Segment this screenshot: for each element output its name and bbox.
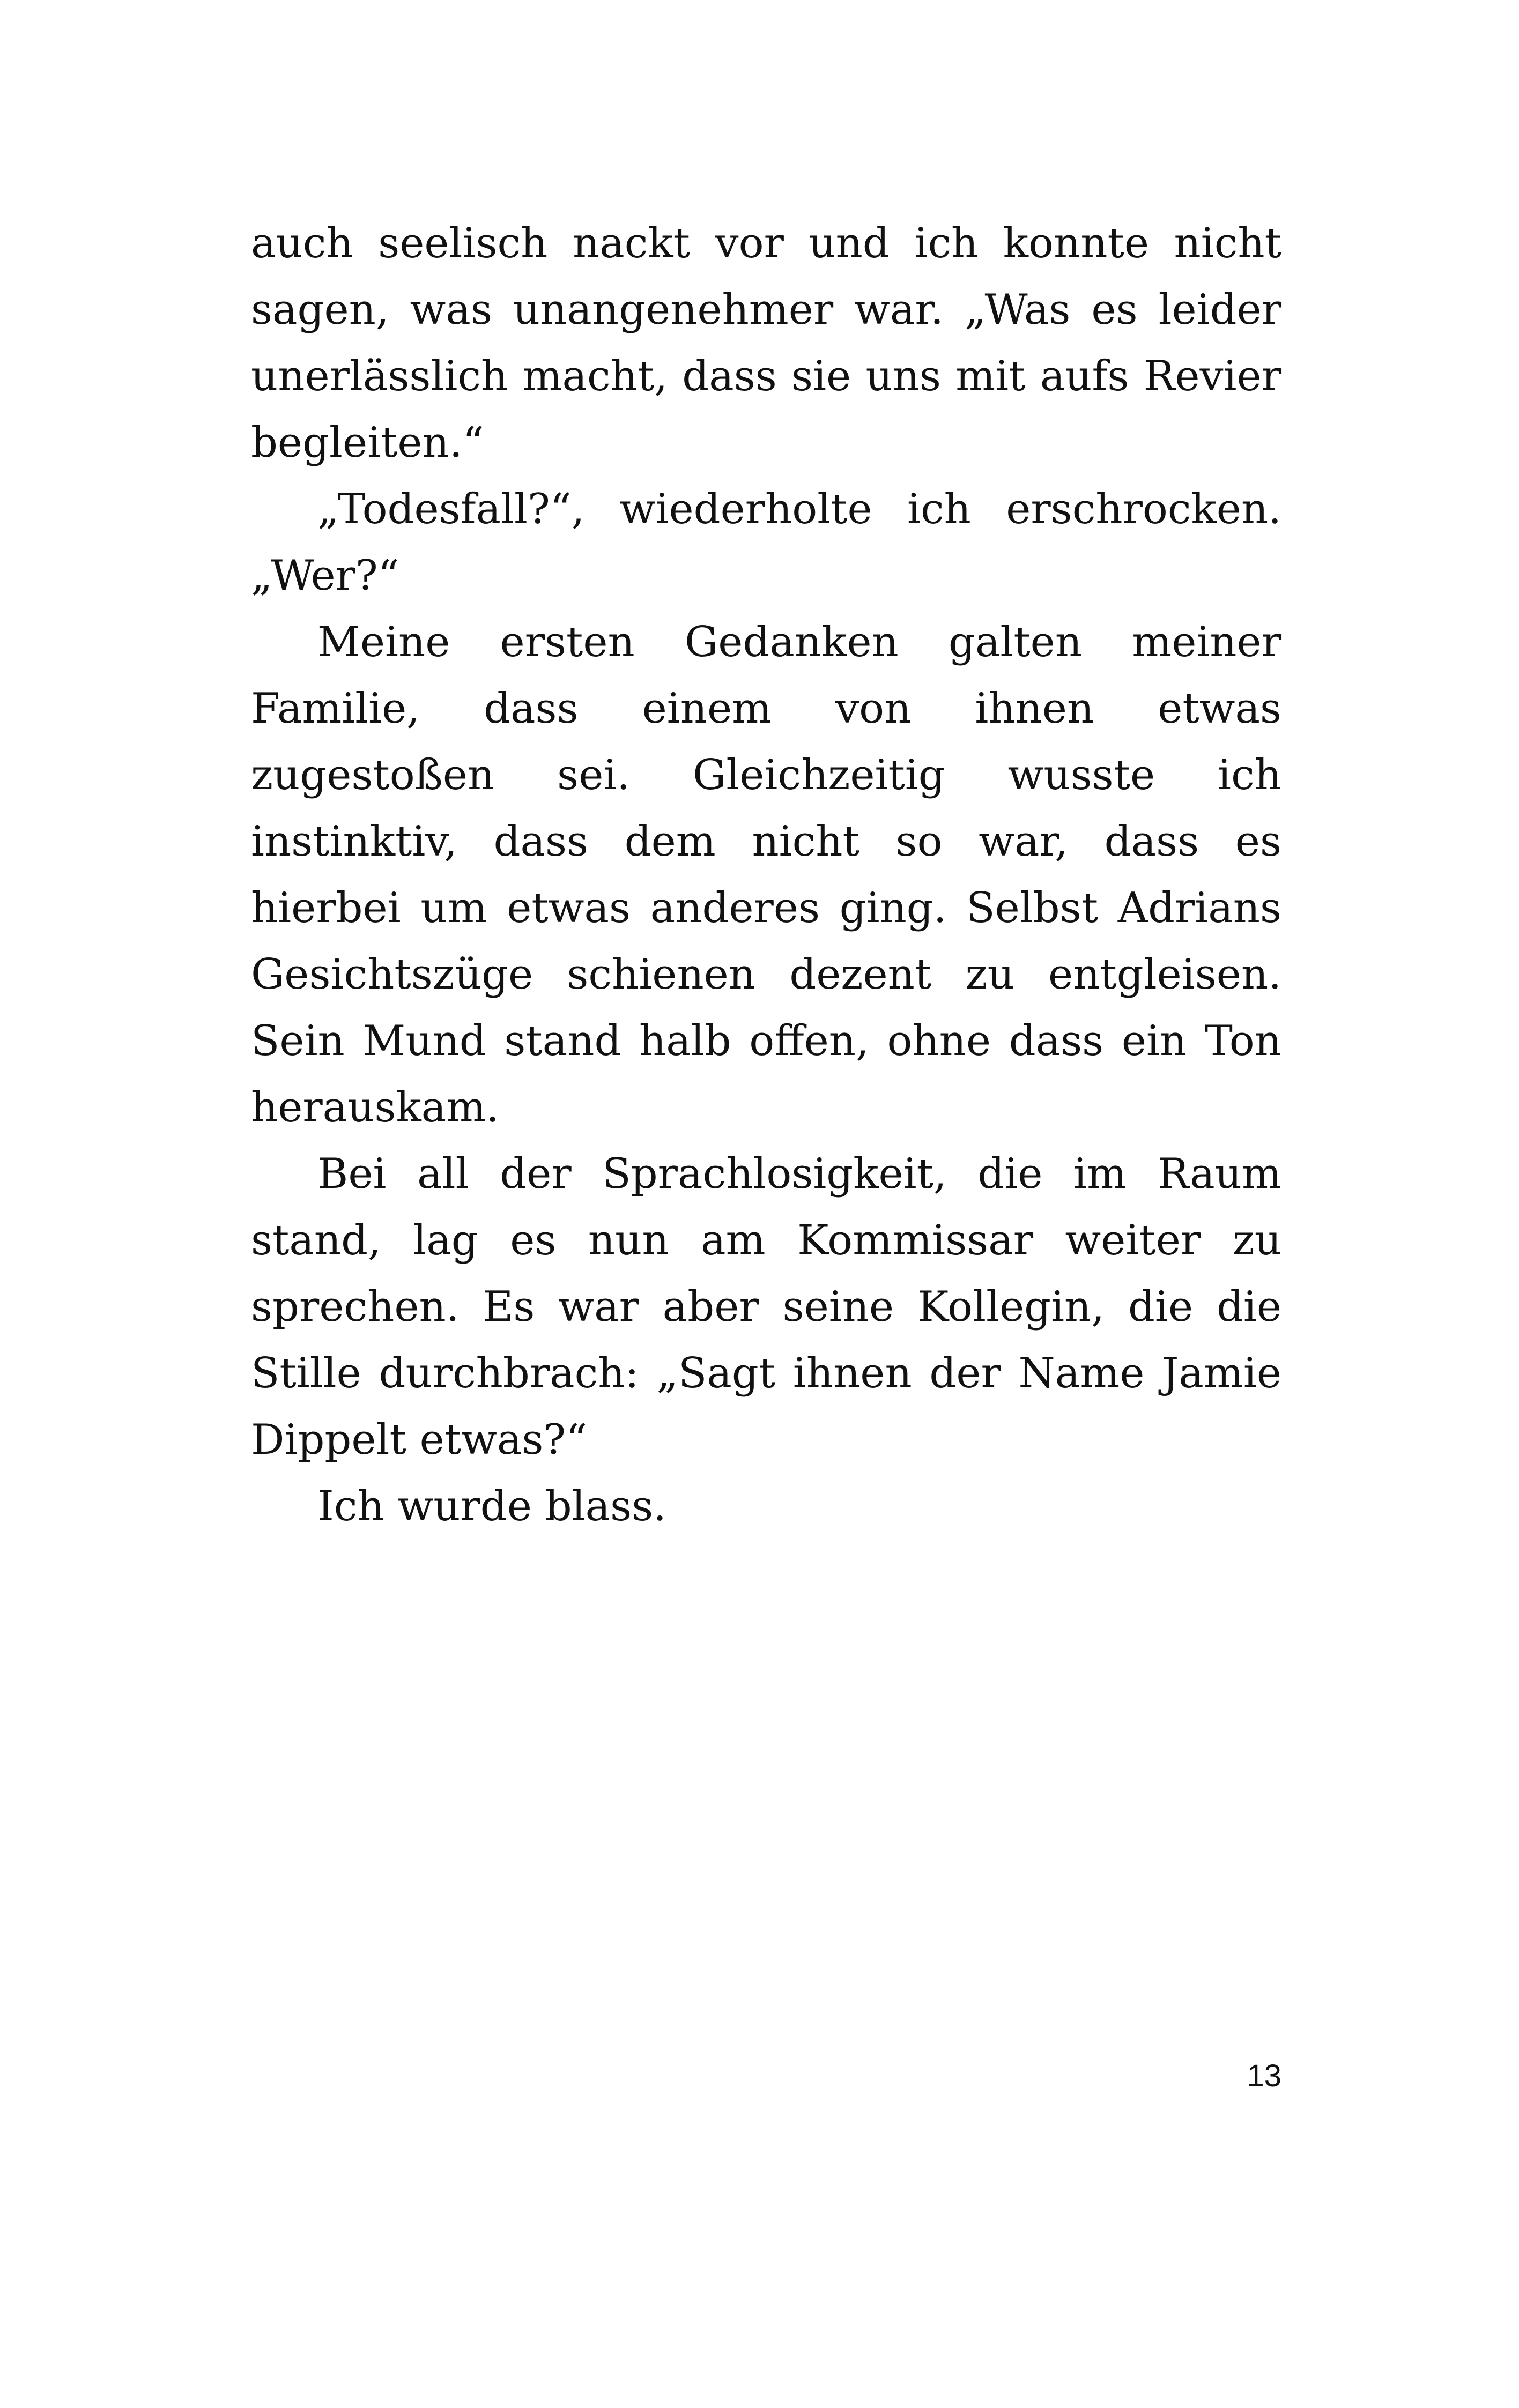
page-number: 13 (1247, 2058, 1281, 2093)
paragraph: auch seelisch nackt vor und ich konnte nicht sagen, was unangenehmer war. „Was es leider unerlässlich macht, dass sie uns mit aufs Revier begleiten.“ (251, 219, 1281, 467)
paragraph: Ich wurde blass. (317, 1482, 666, 1530)
paragraph: Meine ersten Gedanken galten meiner Familie, dass einem von ihnen etwas zugestoßen sei. Gleichzeitig wusste ich instinktiv, dass dem nicht so war, dass es hierbei um etwas anderes ging. Selbst Adrians Gesichtszüge schienen dezent zu entgleisen. Sein Mund stand halb offen, ohne dass ein Ton herauskam. (251, 618, 1281, 1132)
paragraph: „Todesfall?“, wiederholte ich erschrocken. „Wer?“ (251, 485, 1281, 600)
body-text (251, 210, 1281, 1540)
paragraph: Bei all der Sprachlosigkeit, die im Raum stand, lag es nun am Kommissar weiter zu sprechen. Es war aber seine Kollegin, die die Stille durchbrach: „Sagt ihnen der Name Jamie Dippelt etwas?“ (251, 1150, 1281, 1464)
